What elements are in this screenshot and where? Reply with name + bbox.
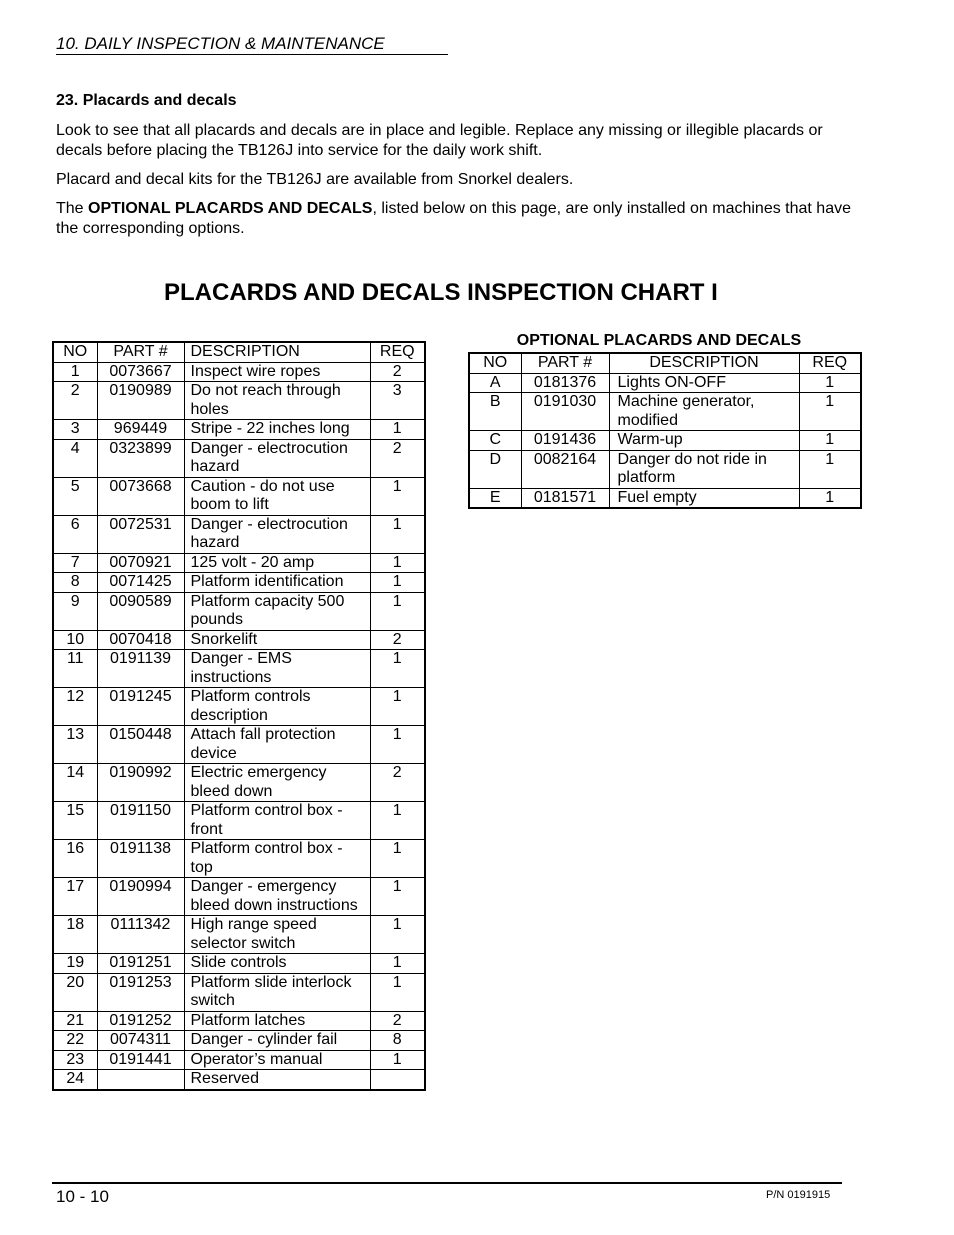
- cell-description: Lights ON-OFF: [609, 373, 799, 393]
- cell-no: 18: [53, 916, 97, 954]
- cell-part: 0111342: [97, 916, 184, 954]
- cell-no: E: [469, 488, 521, 508]
- cell-part: 0191252: [97, 1011, 184, 1031]
- cell-part: 0082164: [521, 450, 609, 488]
- cell-req: 1: [370, 954, 425, 974]
- cell-part: 0191253: [97, 973, 184, 1011]
- table-row: [53, 726, 425, 764]
- cell-no: 5: [53, 477, 97, 515]
- cell-req: 2: [370, 362, 425, 382]
- cell-part: 0181376: [521, 373, 609, 393]
- table-row: [53, 802, 425, 840]
- opt-col-header-no: NO: [469, 353, 521, 373]
- table-row: [53, 1050, 425, 1070]
- cell-no: 15: [53, 802, 97, 840]
- cell-description: Electric emergency bleed down: [184, 764, 370, 802]
- cell-req: [370, 1070, 425, 1090]
- cell-part: 0181571: [521, 488, 609, 508]
- table-row: [53, 592, 425, 630]
- cell-part: 0191150: [97, 802, 184, 840]
- table-row: [469, 373, 861, 393]
- page-header: 10. DAILY INSPECTION & MAINTENANCE: [56, 34, 448, 55]
- paragraph-inspection: Look to see that all placards and decals are in place and legible. Replace any missing or illegible placards or decals before placing the TB126J into service for the daily work shift.: [56, 122, 823, 159]
- table-row: [53, 916, 425, 954]
- paragraph-kits: Placard and decal kits for the TB126J are available from Snorkel dealers.: [56, 171, 574, 188]
- cell-no: 14: [53, 764, 97, 802]
- footer-rule: [52, 1182, 842, 1184]
- cell-description: High range speed selector switch: [184, 916, 370, 954]
- cell-description: Danger - cylinder fail: [184, 1031, 370, 1051]
- table-row: [53, 439, 425, 477]
- cell-req: 1: [370, 573, 425, 593]
- cell-part: 0191030: [521, 393, 609, 431]
- cell-part: 0070921: [97, 553, 184, 573]
- table-row: [53, 362, 425, 382]
- cell-no: 24: [53, 1070, 97, 1090]
- cell-part: 0072531: [97, 515, 184, 553]
- optional-table-title: OPTIONAL PLACARDS AND DECALS: [516, 332, 802, 349]
- cell-no: 22: [53, 1031, 97, 1051]
- cell-req: 1: [370, 802, 425, 840]
- cell-description: Operator’s manual: [184, 1050, 370, 1070]
- table-row: [53, 573, 425, 593]
- cell-req: 1: [370, 726, 425, 764]
- cell-no: D: [469, 450, 521, 488]
- cell-no: 4: [53, 439, 97, 477]
- paragraph-optional: [56, 199, 856, 238]
- cell-req: 1: [370, 916, 425, 954]
- cell-no: 23: [53, 1050, 97, 1070]
- cell-part: [97, 1070, 184, 1090]
- cell-description: Platform identification: [184, 573, 370, 593]
- cell-part: 0191138: [97, 840, 184, 878]
- cell-no: 21: [53, 1011, 97, 1031]
- cell-part: 0073667: [97, 362, 184, 382]
- table-row: [53, 764, 425, 802]
- table-row: [469, 488, 861, 508]
- cell-description: Stripe - 22 inches long: [184, 420, 370, 440]
- cell-part: 0074311: [97, 1031, 184, 1051]
- cell-description: Reserved: [184, 1070, 370, 1090]
- col-header-description: DESCRIPTION: [184, 342, 370, 362]
- cell-req: 1: [799, 450, 861, 488]
- table-row: [53, 630, 425, 650]
- cell-req: 2: [370, 630, 425, 650]
- table-row: [469, 431, 861, 451]
- cell-part: 0191441: [97, 1050, 184, 1070]
- cell-req: 2: [370, 439, 425, 477]
- table-row: [53, 688, 425, 726]
- paragraph-optional-post: , listed below on this page, are only installed on machines that have the corresponding options.: [56, 200, 851, 237]
- cell-description: Danger - electrocution hazard: [184, 515, 370, 553]
- cell-req: 3: [370, 382, 425, 420]
- cell-no: 2: [53, 382, 97, 420]
- paragraph-optional-bold: OPTIONAL PLACARDS AND DECALS: [88, 200, 373, 217]
- cell-no: 20: [53, 973, 97, 1011]
- cell-req: 8: [370, 1031, 425, 1051]
- table-row: [53, 973, 425, 1011]
- cell-description: Inspect wire ropes: [184, 362, 370, 382]
- cell-no: 19: [53, 954, 97, 974]
- opt-col-header-part: PART #: [521, 353, 609, 373]
- cell-req: 2: [370, 1011, 425, 1031]
- page-number: 10 - 10: [56, 1187, 109, 1206]
- col-header-part: PART #: [97, 342, 184, 362]
- cell-req: 1: [799, 488, 861, 508]
- cell-req: 1: [370, 592, 425, 630]
- cell-req: 1: [370, 420, 425, 440]
- cell-description: Danger - emergency bleed down instructions: [184, 878, 370, 916]
- cell-description: Platform control box - front: [184, 802, 370, 840]
- cell-req: 1: [370, 650, 425, 688]
- opt-col-header-description: DESCRIPTION: [609, 353, 799, 373]
- table-row: [53, 553, 425, 573]
- cell-req: 1: [370, 515, 425, 553]
- optional-table-header-row: [469, 353, 861, 373]
- cell-no: A: [469, 373, 521, 393]
- cell-no: 16: [53, 840, 97, 878]
- cell-no: 17: [53, 878, 97, 916]
- placards-table-header-row: [53, 342, 425, 362]
- cell-req: 1: [799, 373, 861, 393]
- cell-part: 0191139: [97, 650, 184, 688]
- cell-no: 7: [53, 553, 97, 573]
- cell-no: 1: [53, 362, 97, 382]
- cell-description: Platform control box - top: [184, 840, 370, 878]
- cell-description: Platform latches: [184, 1011, 370, 1031]
- chart-title: PLACARDS AND DECALS INSPECTION CHART I: [164, 279, 718, 306]
- cell-req: 1: [370, 973, 425, 1011]
- cell-description: Warm-up: [609, 431, 799, 451]
- cell-description: Snorkelift: [184, 630, 370, 650]
- cell-part: 0190992: [97, 764, 184, 802]
- cell-no: 3: [53, 420, 97, 440]
- cell-part: 0071425: [97, 573, 184, 593]
- cell-no: 13: [53, 726, 97, 764]
- cell-no: 10: [53, 630, 97, 650]
- table-row: [53, 1011, 425, 1031]
- cell-req: 2: [370, 764, 425, 802]
- cell-description: Caution - do not use boom to lift: [184, 477, 370, 515]
- cell-no: 8: [53, 573, 97, 593]
- placards-table-body: [53, 362, 425, 1090]
- cell-part: 0070418: [97, 630, 184, 650]
- cell-part: 0190994: [97, 878, 184, 916]
- cell-part: 0090589: [97, 592, 184, 630]
- cell-part: 0323899: [97, 439, 184, 477]
- cell-req: 1: [370, 688, 425, 726]
- cell-description: Danger do not ride in platform: [609, 450, 799, 488]
- cell-part: 0191436: [521, 431, 609, 451]
- table-row: [469, 450, 861, 488]
- col-header-req: REQ: [370, 342, 425, 362]
- cell-req: 1: [370, 1050, 425, 1070]
- table-row: [53, 420, 425, 440]
- optional-table-body: [469, 373, 861, 508]
- table-row: [53, 954, 425, 974]
- cell-description: 125 volt - 20 amp: [184, 553, 370, 573]
- table-row: [53, 382, 425, 420]
- cell-req: 1: [799, 393, 861, 431]
- cell-req: 1: [370, 878, 425, 916]
- table-row: [53, 650, 425, 688]
- table-row: [53, 1070, 425, 1090]
- section-title: 23. Placards and decals: [56, 92, 237, 109]
- cell-description: Fuel empty: [609, 488, 799, 508]
- table-row: [469, 393, 861, 431]
- cell-description: Platform slide interlock switch: [184, 973, 370, 1011]
- cell-description: Slide controls: [184, 954, 370, 974]
- table-row: [53, 515, 425, 553]
- part-number: P/N 0191915: [766, 1189, 831, 1201]
- cell-description: Do not reach through holes: [184, 382, 370, 420]
- col-header-no: NO: [53, 342, 97, 362]
- cell-part: 0150448: [97, 726, 184, 764]
- table-row: [53, 878, 425, 916]
- cell-no: 12: [53, 688, 97, 726]
- cell-req: 1: [370, 553, 425, 573]
- table-row: [53, 1031, 425, 1051]
- cell-description: Machine generator, modified: [609, 393, 799, 431]
- cell-part: 0191245: [97, 688, 184, 726]
- cell-part: 0190989: [97, 382, 184, 420]
- paragraph-optional-pre: The: [56, 200, 89, 217]
- cell-description: Danger - EMS instructions: [184, 650, 370, 688]
- cell-req: 1: [370, 477, 425, 515]
- cell-req: 1: [799, 431, 861, 451]
- cell-no: 6: [53, 515, 97, 553]
- placards-table: [52, 341, 426, 1091]
- cell-part: 969449: [97, 420, 184, 440]
- cell-description: Platform controls description: [184, 688, 370, 726]
- cell-description: Platform capacity 500 pounds: [184, 592, 370, 630]
- cell-req: 1: [370, 840, 425, 878]
- cell-description: Danger - electrocution hazard: [184, 439, 370, 477]
- cell-no: C: [469, 431, 521, 451]
- table-row: [53, 840, 425, 878]
- cell-no: 11: [53, 650, 97, 688]
- optional-table: [468, 352, 862, 509]
- opt-col-header-req: REQ: [799, 353, 861, 373]
- table-row: [53, 477, 425, 515]
- cell-part: 0191251: [97, 954, 184, 974]
- cell-part: 0073668: [97, 477, 184, 515]
- cell-description: Attach fall protection device: [184, 726, 370, 764]
- cell-no: B: [469, 393, 521, 431]
- cell-no: 9: [53, 592, 97, 630]
